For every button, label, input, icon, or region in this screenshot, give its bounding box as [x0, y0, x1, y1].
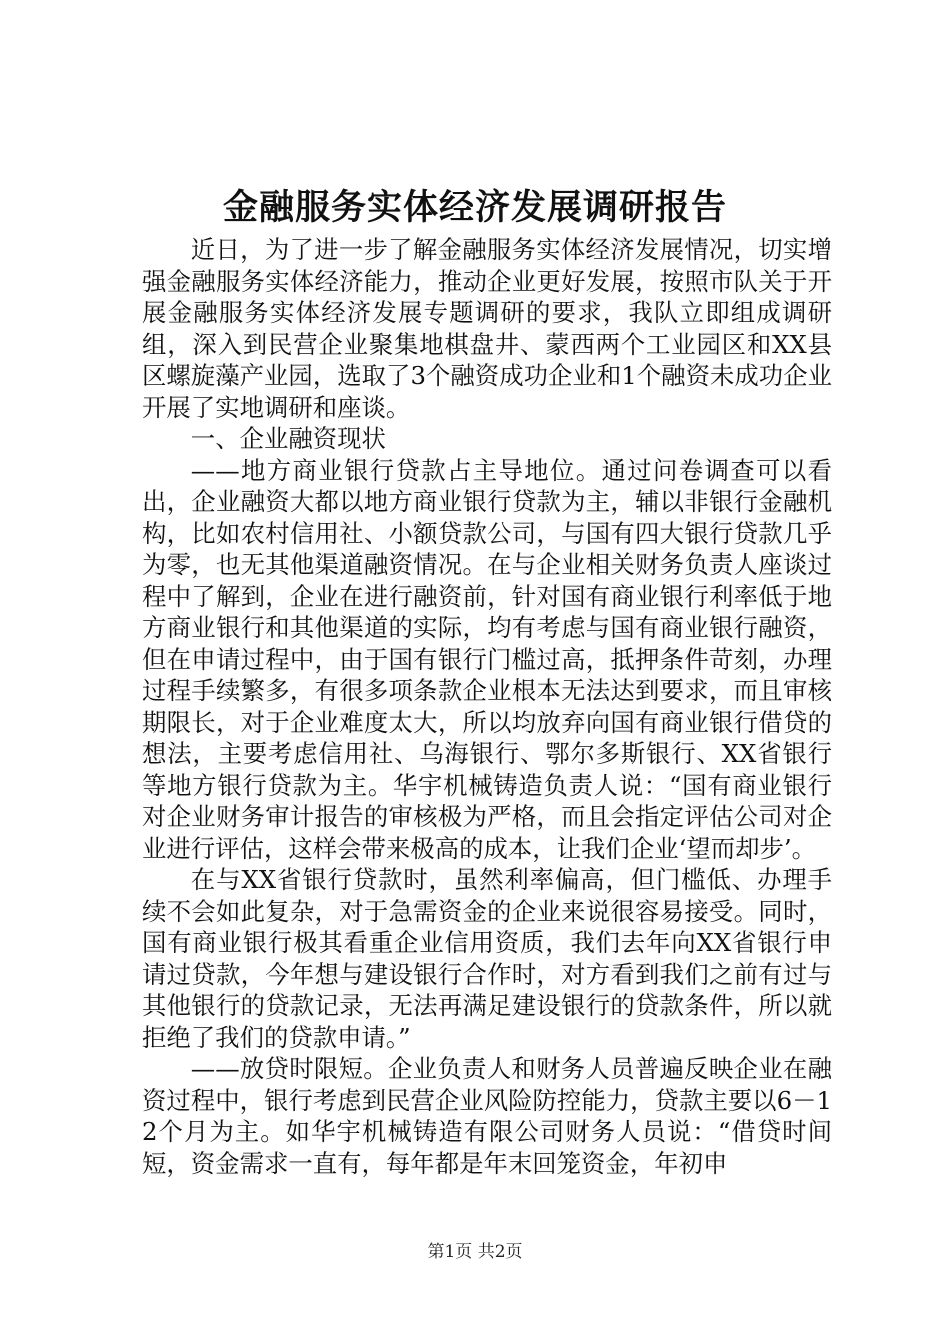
page-number-footer: 第1页 共2页 [427, 1242, 523, 1262]
paragraph-short-loan-term: ——放贷时限短。企业负责人和财务人员普遍反映企业在融资过程中，银行考虑到民营企业风险防控能力，贷款主要以6－12个月为主。如华宇机械铸造有限公司财务人员说：“借贷时间短，资金需求一直有，每年都是年末回笼资金，年初申 [142, 1054, 832, 1178]
paragraph-intro: 近日，为了进一步了解金融服务实体经济发展情况，切实增强金融服务实体经济能力，推动企业更好发展，按照市队关于开展金融服务实体经济发展专题调研的要求，我队立即组成调研组，深入到民营企业聚集地棋盘井、蒙西两个工业园区和XX县区螺旋藻产业园，选取了3个融资成功企业和1个融资未成功企业开展了实地调研和座谈。 [142, 235, 832, 422]
paragraph-local-bank-loans: ——地方商业银行贷款占主导地位。通过问卷调查可以看出，企业融资大都以地方商业银行贷款为主，辅以非银行金融机构，比如农村信用社、小额贷款公司，与国有四大银行贷款几乎为零，也无其他渠道融资情况。在与企业相关财务负责人座谈过程中了解到，企业在进行融资前，针对国有商业银行利率低于地方商业银行和其他渠道的实际，均有考虑与国有商业银行融资，但在申请过程中，由于国有银行门槛过高，抵押条件苛刻，办理过程手续繁多，有很多项条款企业根本无法达到要求，而且审核期限长，对于企业难度太大，所以均放弃向国有商业银行借贷的想法，主要考虑信用社、乌海银行、鄂尔多斯银行、XX省银行等地方银行贷款为主。华宇机械铸造负责人说：“国有商业银行对企业财务审计报告的审核极为严格，而且会指定评估公司对企业进行评估，这样会带来极高的成本，让我们企业‘望而却步’。 [142, 455, 832, 863]
document-body [142, 234, 832, 1179]
paragraph-provincial-bank: 在与XX省银行贷款时，虽然利率偏高，但门槛低、办理手续不会如此复杂，对于急需资金的企业来说很容易接受。同时，国有商业银行极其看重企业信用资质，我们去年向XX省银行申请过贷款，今年想与建设银行合作时，对方看到我们之前有过与其他银行的贷款记录，无法再满足建设银行的贷款条件，所以就拒绝了我们的贷款申请。” [142, 865, 832, 1052]
section-heading-financing-status: 一、企业融资现状 [190, 424, 386, 453]
document-title: 金融服务实体经济发展调研报告 [222, 187, 727, 228]
